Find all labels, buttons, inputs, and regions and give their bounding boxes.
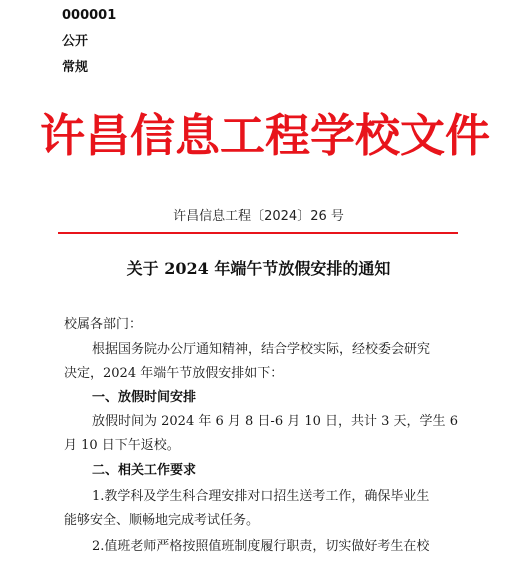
item2-line-1: 2.值班老师严格按照值班制度履行职责，切实做好考生在校	[92, 539, 430, 554]
recipient-line: 校属各部门：	[64, 317, 143, 332]
serial-number: 000001	[62, 8, 117, 23]
document-number: 许昌信息工程〔2024〕26 号	[173, 209, 344, 224]
visibility-level: 公开	[62, 34, 89, 49]
section1-heading: 一、放假时间安排	[92, 390, 197, 405]
issuer-header: 许昌信息工程学校文件	[40, 109, 491, 162]
red-divider	[58, 232, 458, 234]
intro-line-2: 决定，2024 年端午节放假安排如下：	[64, 366, 284, 381]
item1-line-2: 能够安全、顺畅地完成考试任务。	[64, 513, 260, 528]
item1-line-1: 1.教学科及学生科合理安排对口招生送考工作，确保毕业生	[92, 489, 430, 504]
section1-line-1: 放假时间为 2024 年 6 月 8 日-6 月 10 日，共计 3 天，学生 6	[92, 414, 458, 429]
notice-title: 关于 2024 年端午节放假安排的通知	[126, 259, 391, 278]
urgency-level: 常规	[62, 60, 89, 75]
section2-heading: 二、相关工作要求	[92, 463, 197, 478]
intro-line-1: 根据国务院办公厅通知精神，结合学校实际，经校委会研究	[92, 342, 431, 357]
section1-line-2: 月 10 日下午返校。	[64, 438, 180, 453]
